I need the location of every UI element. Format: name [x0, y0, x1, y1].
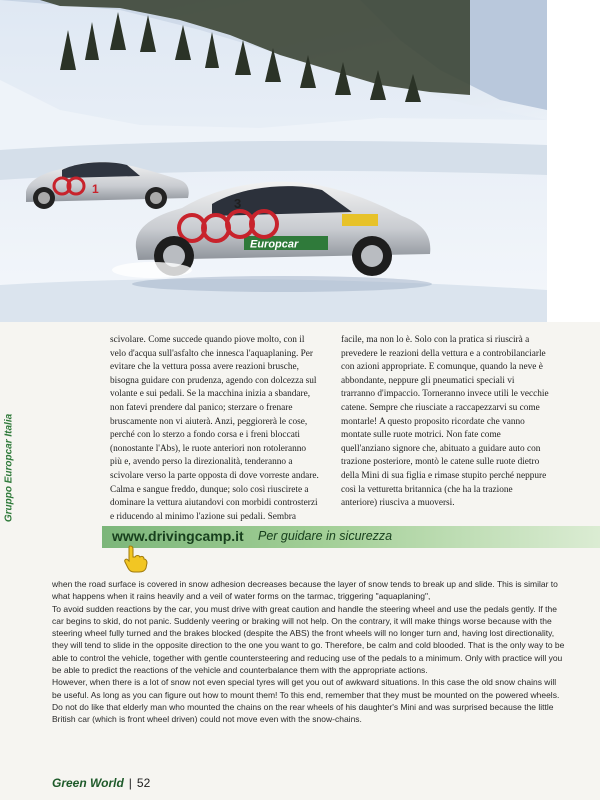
car-number-trailing: 1: [92, 182, 99, 196]
photo-margin: [547, 0, 600, 322]
website-banner: [102, 526, 600, 548]
italian-text-columns: [110, 334, 550, 524]
english-paragraph-3: However, when there is a lot of snow not even special tyres will get you out of awkward situations. In this case the old snow chains will be useful. As long as you can figure out how to mount them! To this end, remember that they must be mounted on the powered wheels. Do not do like that elderly man who mounted the chains on the rear wheels of his daughter's Mini and was surprised because the little British car (which is front wheel driven) could not move even with the snow-chains.: [52, 677, 560, 725]
magazine-name: Green World: [52, 776, 124, 790]
page-footer: [52, 776, 150, 790]
car-number-lead: 3: [234, 196, 242, 211]
footer-separator: |: [128, 776, 132, 790]
english-paragraph-2: To avoid sudden reactions by the car, you must drive with great caution and handle the steering wheel and use the pedals gently. If the car begins to skid, do not panic. Suddenly veering or braking will not help. On the contrary, it will make things worse because with the steering wheel fully turned and the brakes blocked (despite the ABS) the front wheels will no longer turn and, having lost directionality, they will tend to slide in the opposite direction to the one you want to go. Therefore, be calm and cold blooded. That is the only way to be able to control the vehicle, together with gentle countersteering and reducing use of the pedals to a minimum. Only with practice will you be able to predict the reactions of the vehicle and counterbalance them with the appropriate actions.: [52, 603, 565, 676]
page-number: 52: [136, 776, 151, 790]
english-translation: [52, 578, 567, 726]
pointing-hand-icon: [120, 543, 150, 573]
italian-column-left: scivolare. Come succede quando piove molto, con il velo d'acqua sull'asfalto che innesca l'aquaplaning. Per evitare che la vettura possa avere reazioni brusche, bisogna guidare con prudenza, agendo con dolcezza sul volante e sui pedali. Se la macchina inizia a sbandare, non fatevi prendere dal panico; sterzare o frenare bruscamente non vi aiuterà. Anzi, peggiorerà le cose, perché con lo sterzo a fondo corsa e i freni bloccati (nonostante l'Abs), le ruote anteriori non rotoleranno più e, avendo perso la direzionalità, tenderanno a scivolare verso la parte opposta di dove vorreste andare. Calma e sangue freddo, dunque; solo così riuscirete a dominare la vettura aiutandovi con morbidi controsterzi e riducendo al minimo l'azione sui pedali. Sembra: [110, 335, 319, 522]
banner-tagline: Per guidare in sicurezza: [258, 529, 393, 543]
car-brand-label: Europcar: [250, 238, 299, 251]
italian-column-right: facile, ma non lo è. Solo con la pratica si riuscirà a prevedere le reazioni della vettura e a controbilanciarle con azioni appropriate. E comunque, quando la neve è abbondante, neppure gli pneumatici speciali vi trarranno d'impaccio. Torneranno invece utili le vecchie catene. Sempre che riusciate a raccapezzarvi su come montarle! A questo proposito ricordate che vanno montate sulle ruote motrici. Non fate come quell'anziano signore che, abituato a guidare auto con trazione posteriore, montò le catene sulle ruote dietro della Mini di sua figlia e rimase stupito perché neppure così la vetturetta britannica (che ha la trazione anteriore) riusciva a muoversi.: [341, 335, 549, 509]
side-label: [2, 408, 16, 528]
side-label-text: Gruppo Europcar Italia: [3, 413, 15, 523]
english-paragraph-1: when the road surface is covered in snow adhesion decreases because the layer of snow tends to break up and slide. This is similar to what happens when it rains heavily and a veil of water forms on the tarmac, triggering "aquaplaning",: [52, 579, 558, 602]
website-link[interactable]: www.drivingcamp.it: [112, 528, 244, 544]
hero-photo: [0, 0, 547, 322]
